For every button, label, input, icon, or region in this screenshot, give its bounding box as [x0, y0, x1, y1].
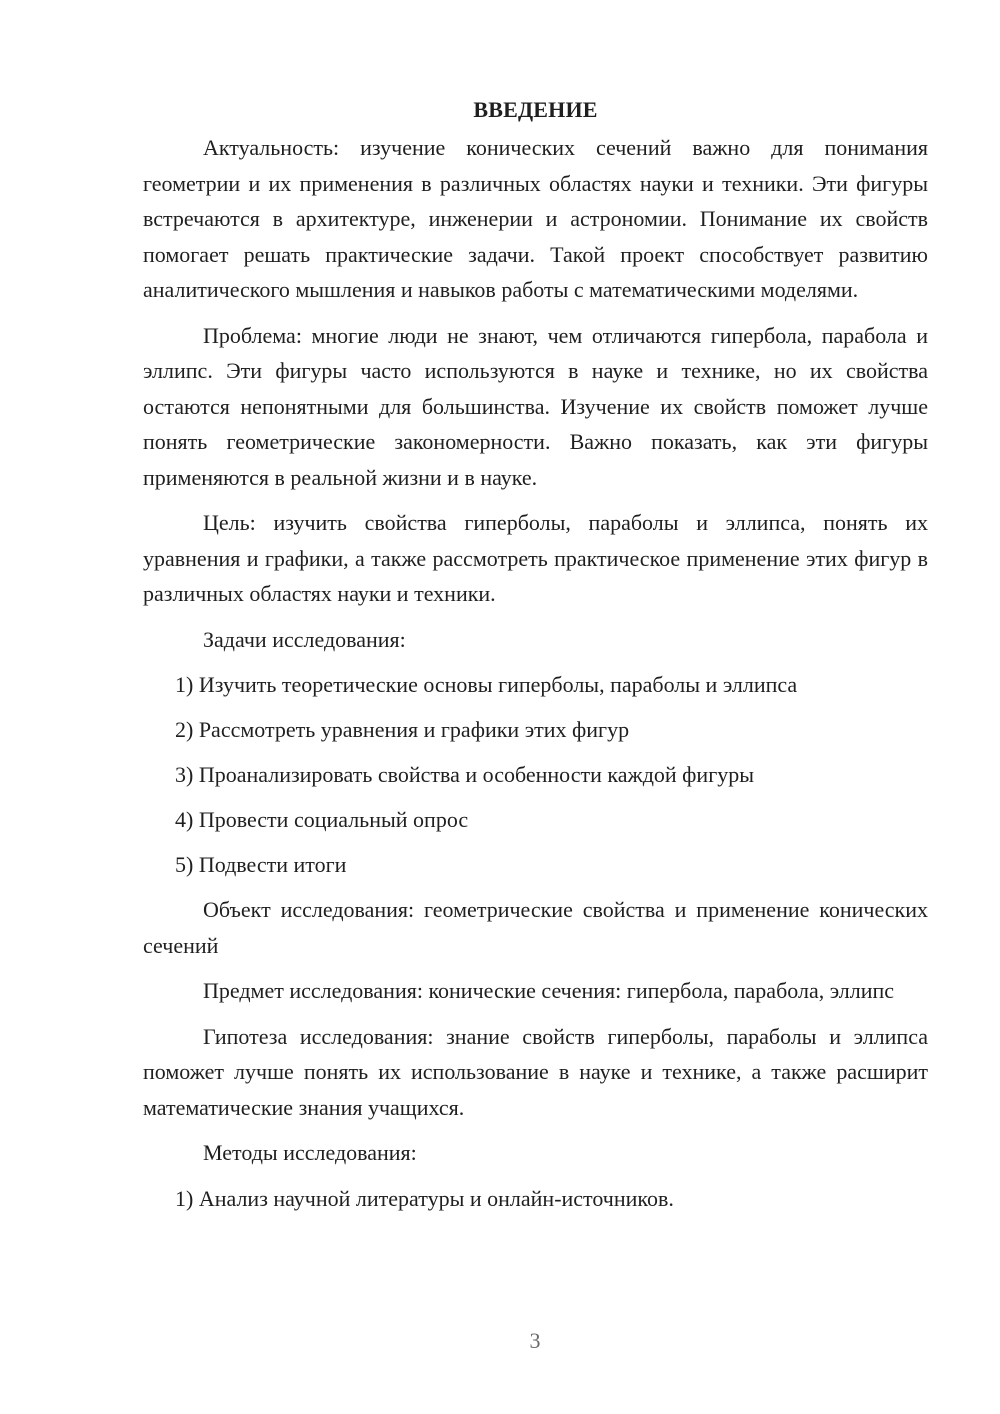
goal-paragraph: Цель: изучить свойства гиперболы, параболы и эллипса, понять их уравнения и графики, а также рассмотреть практическое применение этих фигур в различных областях науки и техники.: [143, 510, 928, 606]
task-item: 1) Изучить теоретические основы гиперболы, параболы и эллипса: [175, 672, 798, 697]
section-title: ВВЕДЕНИЕ: [473, 97, 598, 122]
methods-heading: Методы исследования:: [203, 1140, 417, 1165]
tasks-heading: Задачи исследования:: [203, 626, 406, 652]
methods-list: [143, 1181, 928, 1217]
task-item: 4) Провести социальный опрос: [175, 807, 469, 832]
problem-paragraph: Проблема: многие люди не знают, чем отличаются гипербола, парабола и эллипс. Эти фигуры часто используются в науке и технике, но их свойства остаются непонятными для большинства. Изучение их свойств поможет лучше понять геометрические закономерности. Важно показать, как эти фигуры применяются в реальной жизни и в науке.: [143, 322, 928, 490]
object-paragraph: Объект исследования: геометрические свойства и применение конических сечений: [143, 897, 928, 958]
task-item: 5) Подвести итоги: [175, 852, 347, 877]
task-item: 3) Проанализировать свойства и особенности каждой фигуры: [175, 762, 755, 787]
method-item: 1) Анализ научной литературы и онлайн-источников.: [175, 1185, 674, 1211]
task-item: 2) Рассмотреть уравнения и графики этих фигур: [175, 717, 630, 742]
page-content: [143, 92, 928, 1226]
tasks-list: [143, 667, 928, 883]
relevance-paragraph: Актуальность: изучение конических сечений важно для понимания геометрии и их применения в различных областях науки и техники. Эти фигуры встречаются в архитектуре, инженерии и астрономии. Понимание их свойств помогает решать практические задачи. Такой проект способствует развитию аналитического мышления и навыков работы с математическими моделями.: [143, 135, 928, 302]
page-number: 3: [529, 1328, 541, 1353]
subject-paragraph: Предмет исследования: конические сечения: гипербола, парабола, эллипс: [203, 978, 895, 1003]
hypothesis-paragraph: Гипотеза исследования: знание свойств гиперболы, параболы и эллипса поможет лучше понять их использование в науке и технике, а также расширит математические знания учащихся.: [143, 1023, 928, 1120]
